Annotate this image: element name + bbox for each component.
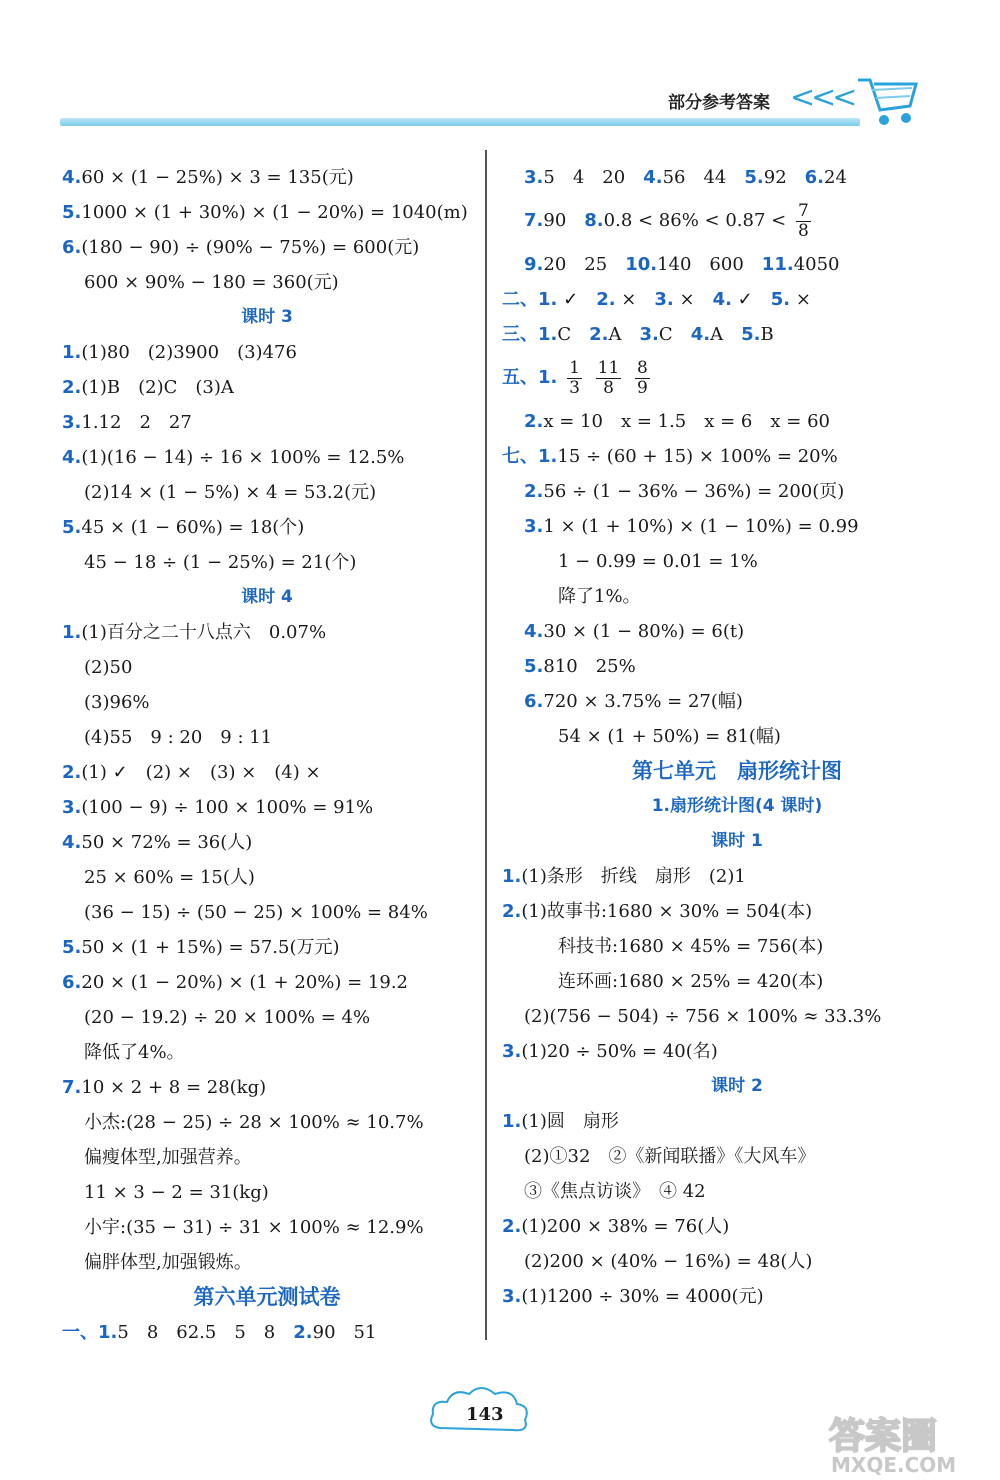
lesson-heading: 课时 3 xyxy=(241,307,293,327)
answer-line: 6.20 × (1 − 20%) × (1 + 20%) = 19.2 xyxy=(62,972,408,993)
answer-line: (2)200 × (40% − 16%) = 48(人) xyxy=(524,1251,813,1272)
answer-line: 偏瘦体型,加强营养。 xyxy=(84,1147,252,1168)
answer-line: 2.(1)B (2)C (3)A xyxy=(62,377,234,398)
unit-heading: 第六单元测试卷 xyxy=(193,1285,341,1309)
answer-line: 4.50 × 72% = 36(人) xyxy=(62,832,253,853)
answer-line: 1.(1)80 (2)3900 (3)476 xyxy=(62,342,297,363)
answer-line: 1.(1)百分之二十八点六 0.07% xyxy=(62,622,327,643)
answer-line: 7.90 8.0.8 < 86% < 0.87 < $\frac{7}{8}$ xyxy=(524,200,809,241)
answer-line: (36 − 15) ÷ (50 − 25) × 100% = 84% xyxy=(84,902,428,923)
answer-line: 5.45 × (1 − 60%) = 18(个) xyxy=(62,517,305,538)
answer-line: 1.(1)条形 折线 扇形 (2)1 xyxy=(502,866,746,887)
fraction: $\frac{1}{3}$ xyxy=(569,357,580,398)
section-heading: 1.扇形统计图(4 课时) xyxy=(651,796,823,816)
answer-line: 11 × 3 − 2 = 31(kg) xyxy=(84,1182,269,1203)
answer-line: 54 × (1 + 50%) = 81(幅) xyxy=(558,726,781,747)
header-title: 部分参考答案 xyxy=(668,93,770,113)
answer-line: 二、1. ✓ 2. × 3. × 4. ✓ 5. × xyxy=(502,289,811,310)
answer-line: 五、1. $\frac{1}{3}$ $\frac{11}{8}$ $\frac{8}{9}$ xyxy=(502,357,648,398)
answer-line: 9.20 25 10.140 600 11.4050 xyxy=(524,254,840,275)
answer-line: 5.810 25% xyxy=(524,656,636,677)
answer-line: 三、1.C 2.A 3.C 4.A 5.B xyxy=(502,324,774,345)
answer-line: 1.(1)圆 扇形 xyxy=(502,1111,619,1132)
column-divider xyxy=(485,150,487,1340)
answer-line: (2)50 xyxy=(84,657,133,678)
watermark-logo xyxy=(825,1410,995,1478)
page-number: 143 xyxy=(466,1404,504,1425)
answer-line: 3.(1)1200 ÷ 30% = 4000(元) xyxy=(502,1286,764,1307)
answer-line: 25 × 60% = 15(人) xyxy=(84,867,255,888)
answer-line: 2.(1)故事书:1680 × 30% = 504(本) xyxy=(502,901,813,922)
answer-line: 2.(1) ✓ (2) × (3) × (4) × xyxy=(62,762,321,783)
answer-line: 降了1%。 xyxy=(558,586,641,607)
answer-line: 偏胖体型,加强锻炼。 xyxy=(84,1252,252,1273)
answer-line: 6.720 × 3.75% = 27(幅) xyxy=(524,691,743,712)
answer-line: 6.(180 − 90) ÷ (90% − 75%) = 600(元) xyxy=(62,237,420,258)
svg-text:MXQE.COM: MXQE.COM xyxy=(831,1453,957,1477)
answer-line: 5.1000 × (1 + 30%) × (1 − 20%) = 1040(m) xyxy=(62,202,468,223)
answer-line: 科技书:1680 × 45% = 756(本) xyxy=(558,936,824,957)
answer-line: 2.(1)200 × 38% = 76(人) xyxy=(502,1216,730,1237)
lesson-heading: 课时 4 xyxy=(241,587,293,607)
answer-line: (3)96% xyxy=(84,692,150,713)
answer-line: (2)①32 ②《新闻联播》《大风车》 xyxy=(524,1146,816,1167)
left-column xyxy=(62,160,472,1350)
answer-line: 2.56 ÷ (1 − 36% − 36%) = 200(页) xyxy=(524,481,845,502)
answer-line: 小宇:(35 − 31) ÷ 31 × 100% ≈ 12.9% xyxy=(84,1217,424,1238)
answer-line: 降低了4%。 xyxy=(84,1042,185,1063)
answer-line: 3.(1)20 ÷ 50% = 40(名) xyxy=(502,1041,718,1062)
fraction: $\frac{11}{8}$ xyxy=(597,357,620,398)
lesson-heading: 课时 2 xyxy=(711,1076,763,1096)
answer-line: 3.(100 − 9) ÷ 100 × 100% = 91% xyxy=(62,797,374,818)
answer-line: 5.50 × (1 + 15%) = 57.5(万元) xyxy=(62,937,340,958)
header-rule xyxy=(60,118,860,126)
answer-line: 小杰:(28 − 25) ÷ 28 × 100% ≈ 10.7% xyxy=(84,1112,424,1133)
answer-line: 4.(1)(16 − 14) ÷ 16 × 100% = 12.5% xyxy=(62,447,405,468)
unit-heading: 第七单元 扇形统计图 xyxy=(632,759,842,783)
answer-line: 45 − 18 ÷ (1 − 25%) = 21(个) xyxy=(84,552,357,573)
fraction: $\frac{7}{8}$ xyxy=(797,200,809,241)
answer-line: 3.1 × (1 + 10%) × (1 − 10%) = 0.99 xyxy=(524,516,859,537)
right-column xyxy=(502,160,972,1314)
answer-line: 3.5 4 20 4.56 44 5.92 6.24 xyxy=(524,167,847,188)
answer-line: (2)(756 − 504) ÷ 756 × 100% ≈ 33.3% xyxy=(524,1006,882,1027)
answer-line: 一、1.5 8 62.5 5 8 2.90 51 xyxy=(62,1322,377,1343)
answer-line: 2.x = 10 x = 1.5 x = 6 x = 60 xyxy=(524,411,830,432)
answer-line: (2)14 × (1 − 5%) × 4 = 53.2(元) xyxy=(84,482,377,503)
chevron-left-icon: <<< xyxy=(790,80,854,115)
answer-line: 7.10 × 2 + 8 = 28(kg) xyxy=(62,1077,267,1098)
answer-line: 600 × 90% − 180 = 360(元) xyxy=(84,272,339,293)
answer-line: 3.1.12 2 27 xyxy=(62,412,192,433)
answer-line: 4.30 × (1 − 80%) = 6(t) xyxy=(524,621,745,642)
lesson-heading: 课时 1 xyxy=(711,831,763,851)
fraction: $\frac{8}{9}$ xyxy=(637,357,648,398)
shopping-cart-icon xyxy=(850,62,920,132)
answer-line: ③《焦点访谈》 ④ 42 xyxy=(524,1181,706,1202)
answer-line: (20 − 19.2) ÷ 20 × 100% = 4% xyxy=(84,1007,371,1028)
answer-line: 七、1.15 ÷ (60 + 15) × 100% = 20% xyxy=(502,446,838,467)
answer-line: 4.60 × (1 − 25%) × 3 = 135(元) xyxy=(62,167,354,188)
svg-text:答案圈: 答案圈 xyxy=(829,1416,938,1457)
answer-line: 1 − 0.99 = 0.01 = 1% xyxy=(558,551,758,572)
answer-line: (4)55 9 : 20 9 : 11 xyxy=(84,727,273,748)
answer-line: 连环画:1680 × 25% = 420(本) xyxy=(558,971,824,992)
